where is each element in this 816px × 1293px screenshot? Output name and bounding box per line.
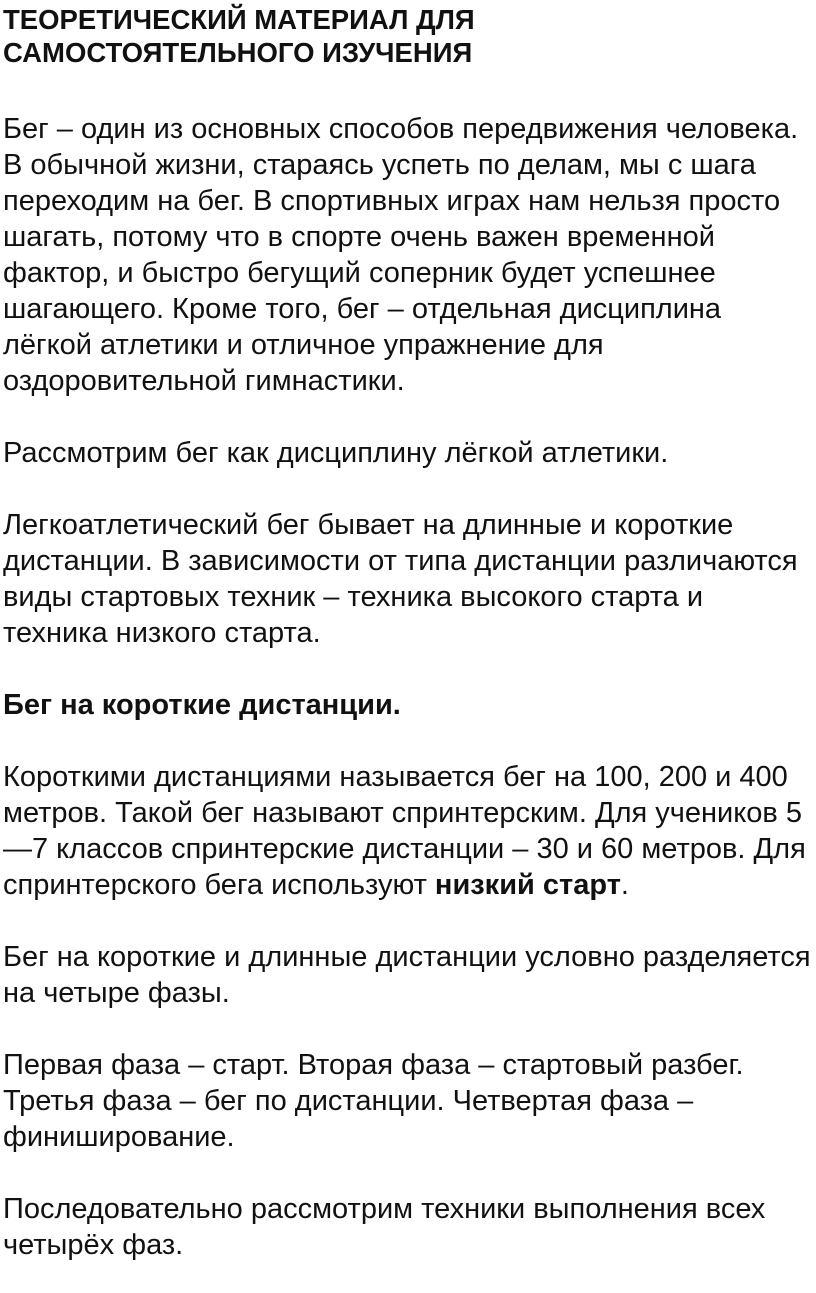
section-heading: Бег на короткие дистанции. (3, 689, 401, 721)
sprint-paragraph-end: . (620, 869, 629, 901)
document-title (3, 3, 813, 69)
title-line-1: ТЕОРЕТИЧЕСКИЙ МАТЕРИАЛ ДЛЯ (3, 4, 475, 35)
conclusion-paragraph: Последовательно рассмотрим техники выполнения всех четырёх фаз. (3, 1193, 766, 1261)
title-line-2: САМОСТОЯТЕЛЬНОГО ИЗУЧЕНИЯ (3, 37, 473, 68)
phases-paragraph: Бег на короткие и длинные дистанции условно разделяется на четыре фазы. (3, 941, 811, 1009)
document-page (3, 0, 813, 1263)
sprint-paragraph (3, 759, 813, 903)
low-start-term: низкий старт (434, 869, 621, 901)
athletics-paragraph: Рассмотрим бег как дисциплину лёгкой атлетики. (3, 437, 669, 469)
phases-list-paragraph: Первая фаза – старт. Вторая фаза – стартовый разбег. Третья фаза – бег по дистанции. Четвертая фаза – финиширование. (3, 1049, 744, 1153)
sprint-paragraph-text: Короткими дистанциями называется бег на 100, 200 и 400 метров. Такой бег называют спринтерским. Для учеников 5—7 классов спринтерские дистанции – 30 и 60 метров. Для спринтерского бега используют (3, 761, 806, 901)
distances-paragraph: Легкоатлетический бег бывает на длинные и короткие дистанции. В зависимости от типа дистанции различаются виды стартовых техник – техника высокого старта и техника низкого старта. (3, 509, 798, 649)
intro-paragraph: Бег – один из основных способов передвижения человека. В обычной жизни, стараясь успеть по делам, мы с шага переходим на бег. В спортивных играх нам нельзя просто шагать, потому что в спорте очень важен временной фактор, и быстро бегущий соперник будет успешнее шагающего. Кроме того, бег – отдельная дисциплина лёгкой атлетики и отличное упражнение для оздоровительной гимнастики. (3, 113, 799, 397)
